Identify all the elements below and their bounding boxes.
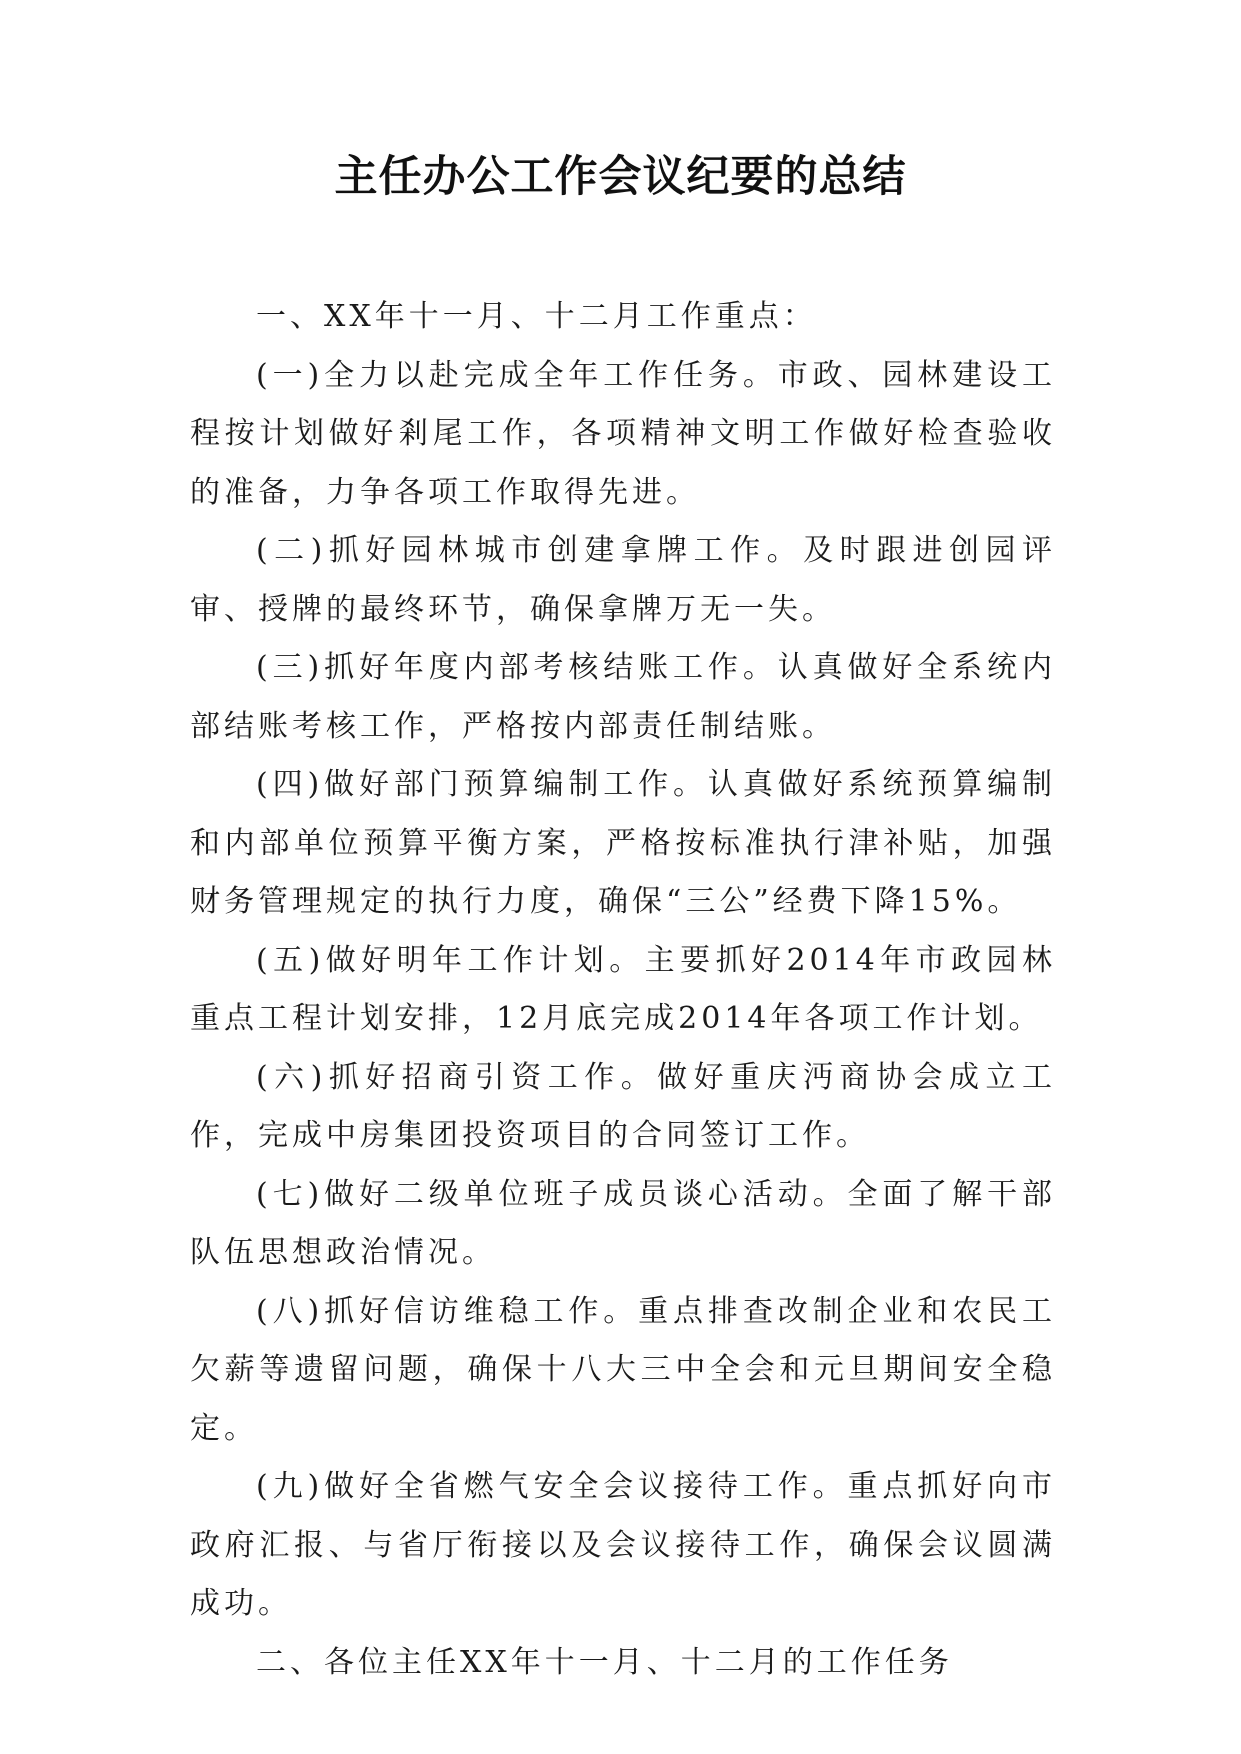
paragraph-item-8: (八)抓好信访维稳工作。重点排查改制企业和农民工欠薪等遗留问题，确保十八大三中全会和元旦期间安全稳定。 (190, 1293, 1056, 1446)
paragraph-item-3: (三)抓好年度内部考核结账工作。认真做好全系统内部结账考核工作，严格按内部责任制结账。 (190, 650, 1056, 744)
paragraph-item-2: (二)抓好园林城市创建拿牌工作。及时跟进创园评审、授牌的最终环节，确保拿牌万无一失。 (190, 533, 1056, 627)
section-heading-2: 二、各位主任XX年十一月、十二月的工作任务 (256, 1644, 953, 1680)
section-heading-1: 一、XX年十一月、十二月工作重点： (256, 299, 817, 334)
paragraph-item-7: (七)做好二级单位班子成员谈心活动。全面了解干部队伍思想政治情况。 (190, 1176, 1056, 1270)
document-title: 主任办公工作会议纪要的总结 (334, 152, 907, 202)
paragraph-item-1: (一)全力以赴完成全年工作任务。市政、园林建设工程按计划做好剎尾工作，各项精神文明工作做好检查验收的准备，力争各项工作取得先进。 (190, 357, 1056, 510)
paragraph-item-5: (五)做好明年工作计划。主要抓好2014年市政园林重点工程计划安排，12月底完成2014年各项工作计划。 (190, 942, 1056, 1036)
paragraph-item-6: (六)抓好招商引资工作。做好重庆沔商协会成立工作，完成中房集团投资项目的合同签订工作。 (190, 1059, 1056, 1153)
paragraph-item-9: (九)做好全省燃气安全会议接待工作。重点抓好向市政府汇报、与省厅衔接以及会议接待工作，确保会议圆满成功。 (190, 1469, 1056, 1621)
document-body (190, 288, 1056, 1692)
paragraph-item-4: (四)做好部门预算编制工作。认真做好系统预算编制和内部单位预算平衡方案，严格按标准执行津补贴，加强财务管理规定的执行力度，确保“三公”经费下降15%。 (190, 767, 1056, 919)
